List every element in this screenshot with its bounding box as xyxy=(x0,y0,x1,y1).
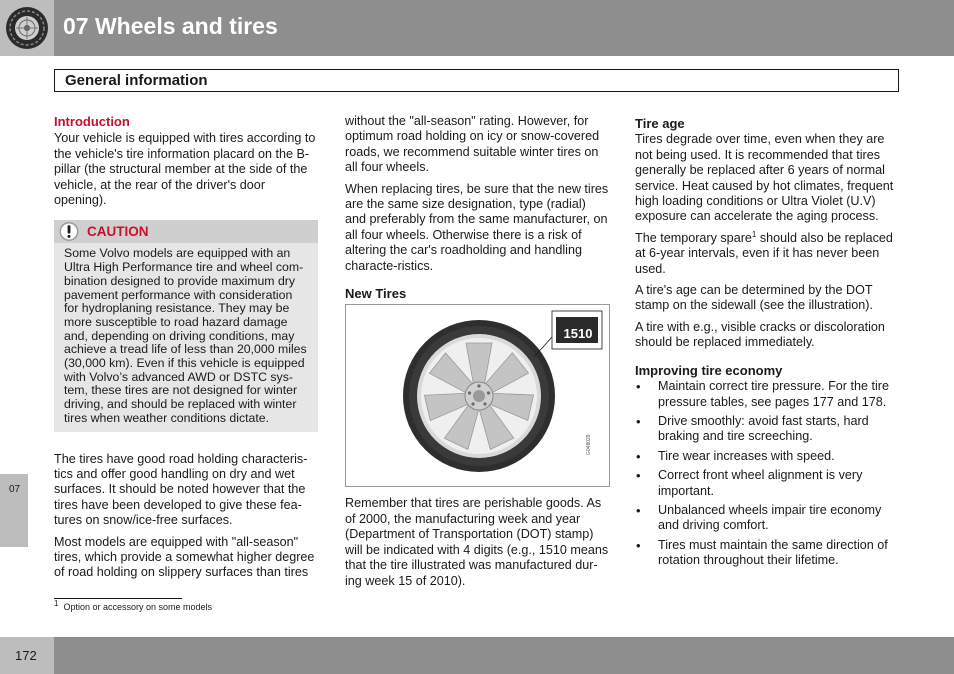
footnote-text: Option or accessory on some models xyxy=(63,602,213,612)
page-number-box xyxy=(0,637,54,674)
tire-age-paragraph: Tires degrade over time, even when they are not being used. It is recommended that tires generally be replaced after 6 years of normal service. Heat caused by hot climates, frequent high loading conditions or Ultra Violet (U.V) exposure can accelerate the aging process. xyxy=(635,132,894,224)
winter-tires-paragraph: without the "all-season" rating. However, for optimum road holding on icy or snow-covered roads, we recommend suitable winter tires on all four wheels. xyxy=(345,114,600,175)
temporary-spare-paragraph xyxy=(635,231,903,277)
column-2 xyxy=(345,114,610,595)
cracks-paragraph: A tire with e.g., visible cracks or discoloration should be replaced immediately. xyxy=(635,319,885,350)
footer-bar xyxy=(0,637,954,674)
figure-reference: G048029 xyxy=(586,434,592,456)
tire-economy-list xyxy=(635,379,903,568)
section-title: General information xyxy=(65,72,208,89)
page-title: 07 Wheels and tires xyxy=(63,13,278,39)
list-item: • Drive smoothly: avoid fast starts, hard braking and tire screeching. xyxy=(635,414,903,445)
tire-economy-heading: Improving tire economy xyxy=(635,362,783,378)
header-bar xyxy=(0,0,954,56)
chapter-tab xyxy=(0,474,28,547)
road-holding-paragraph: The tires have good road holding characteris-tics and offer good handling on dry and wet surfaces. It should be noted however that the tires have been developed to give these fea-tures on snow/ice-free surfaces. xyxy=(54,451,308,528)
caution-label: CAUTION xyxy=(87,224,149,240)
caution-header xyxy=(54,220,318,243)
dot-stamp-paragraph: A tire's age can be determined by the DOT stamp on the sidewall (see the illustration). xyxy=(635,283,873,313)
list-item: • Tires must maintain the same direction of rotation throughout their lifetime. xyxy=(635,538,903,569)
all-season-paragraph: Most models are equipped with "all-season" tires, which provide a somewhat higher degree of road holding on slippery surfaces than tires xyxy=(54,534,315,580)
footnote-marker: 1 xyxy=(751,229,757,239)
list-item: • Correct front wheel alignment is very important. xyxy=(635,468,903,499)
introduction-paragraph: Your vehicle is equipped with tires according to the vehicle's tire information placard on the B-pillar (the structural member at the side of the vehicle, at the rear of the driver's door opening). xyxy=(54,131,316,208)
replacing-tires-paragraph: When replacing tires, be sure that the new tires are the same size designation, type (radial) and preferably from the same manufacturer, on all four wheels. Otherwise there is a risk of altering the car's roadholding and handling characte-ristics. xyxy=(345,181,609,273)
introduction-heading: Introduction xyxy=(54,114,130,129)
section-header xyxy=(54,69,899,92)
tire-icon xyxy=(0,0,54,56)
warning-icon xyxy=(58,221,80,242)
temporary-spare-text: The temporary spare xyxy=(635,230,752,245)
column-3 xyxy=(635,116,903,573)
chapter-tab-label: 07 xyxy=(9,484,21,495)
caution-box xyxy=(54,220,318,431)
footnote-number: 1 xyxy=(54,599,59,608)
new-tires-heading: New Tires xyxy=(345,286,407,302)
column-1 xyxy=(54,114,319,587)
perishable-goods-paragraph: Remember that tires are perishable goods. As of 2000, the manufacturing week and year (Department of Transportation (DOT) stamp) will be indicated with 4 digits (e.g., 1510 means that the tire illustrated was manufactured dur-ing week 15 of 2010). xyxy=(345,496,609,588)
caution-text: Some Volvo models are equipped with an Ultra High Performance tire and wheel com-bination designed to provide maximum dry pavement performance with consideration for hydroplaning resistance. They may be more susceptible to road hazard damage and, depending on driving conditions, may achieve a tread life of less than 20,000 miles (30,000 km). Even if this vehicle is equipped with Volvo’s advanced AWD or DSTC sys-tem, these tires are not designed for winter driving, and should be replaced with winter tires when weather conditions dictate. xyxy=(64,246,307,425)
tire-illustration xyxy=(345,304,610,487)
footnote xyxy=(54,599,213,612)
page-number: 172 xyxy=(15,648,37,663)
footnote-divider xyxy=(54,598,182,599)
tire-age-heading: Tire age xyxy=(635,116,685,131)
dot-code-label: 1510 xyxy=(563,326,593,342)
list-item: • Tire wear increases with speed. xyxy=(635,449,903,464)
header-icon-box xyxy=(0,0,54,56)
list-item: • Maintain correct tire pressure. For the tire pressure tables, see pages 177 and 178. xyxy=(635,379,903,410)
list-item: • Unbalanced wheels impair tire economy and driving comfort. xyxy=(635,503,903,534)
temporary-spare-text-end: should also be replaced at 6-year intervals, even if it has never been used. xyxy=(635,230,893,276)
